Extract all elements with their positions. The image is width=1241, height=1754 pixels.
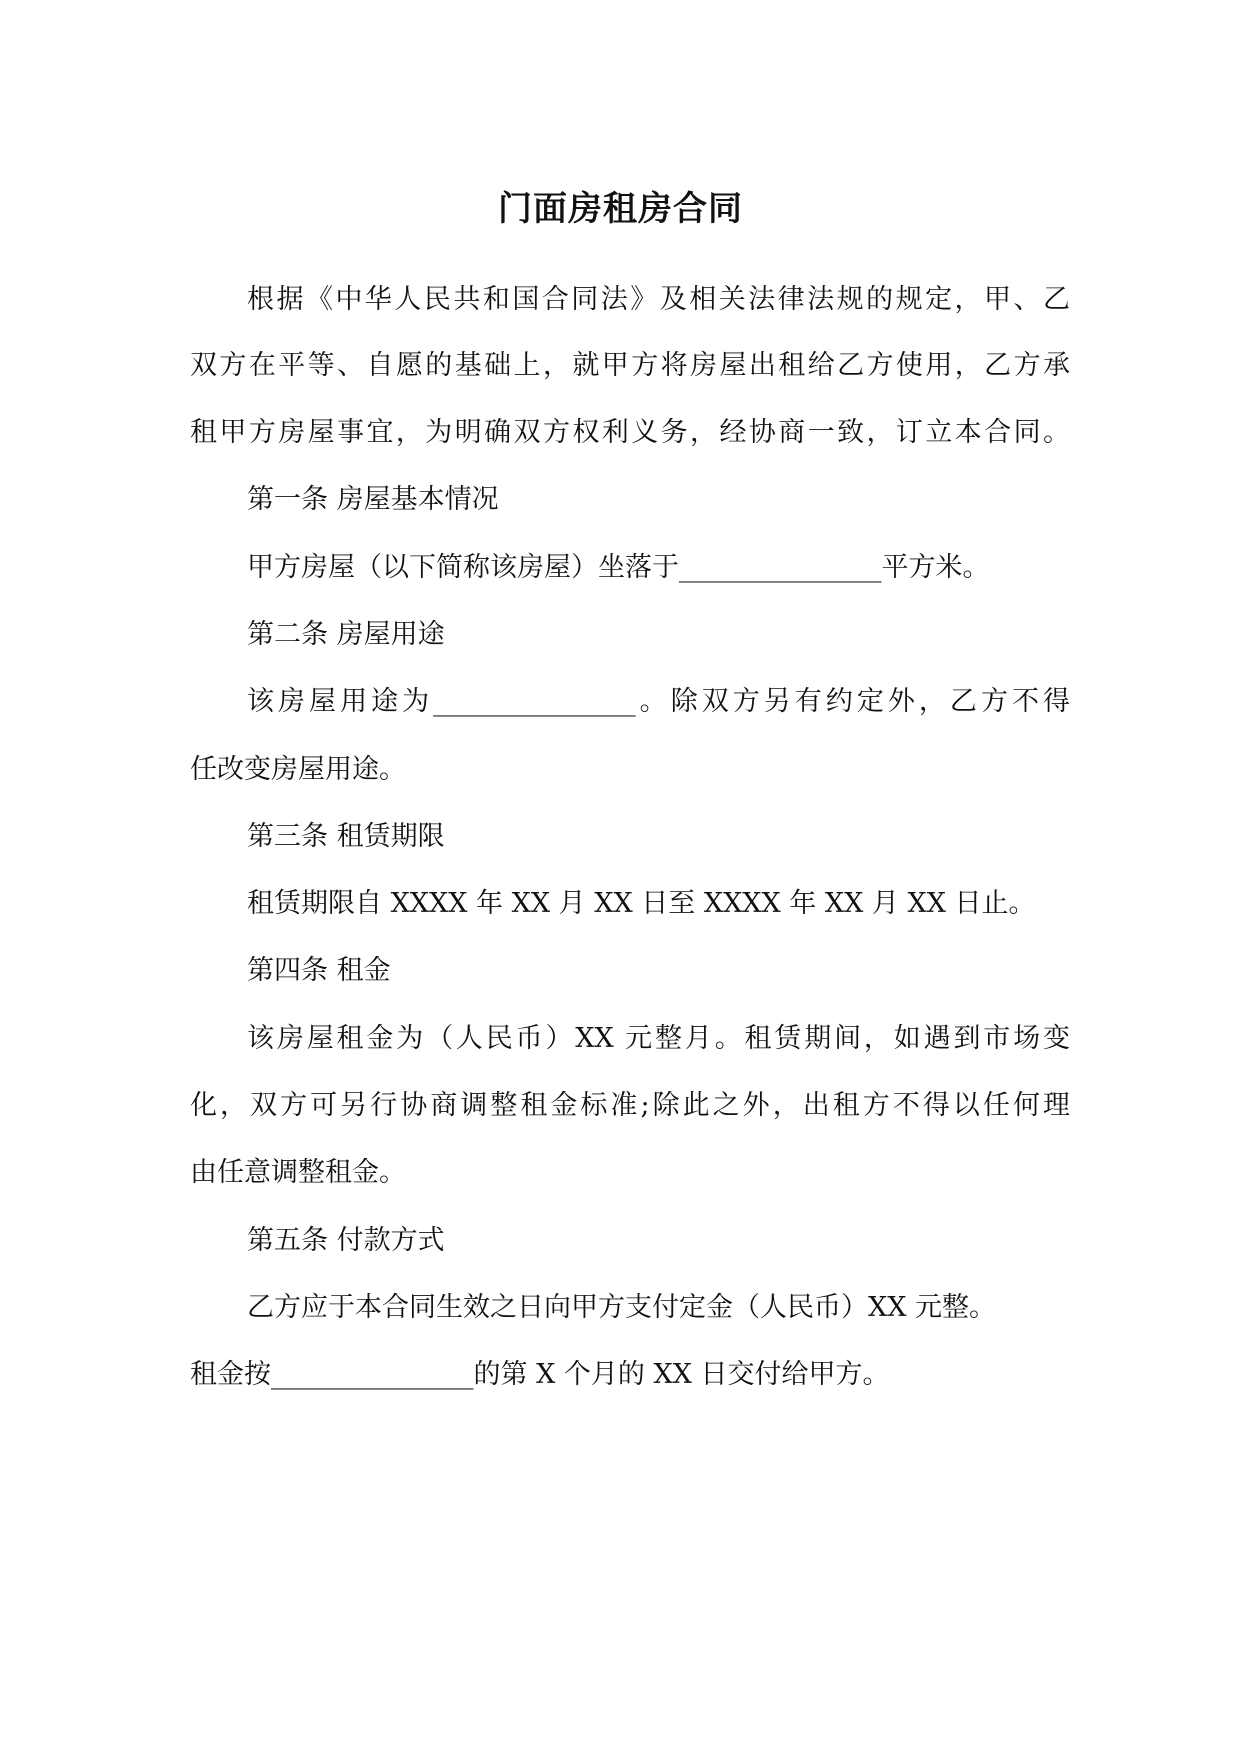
article-5-body-line-2: 租金按_______________的第 X 个月的 XX 日交付给甲方。 <box>190 1359 890 1390</box>
article-2-body-line-2: 任改变房屋用途。 <box>190 754 406 785</box>
article-3-heading: 第三条 租赁期限 <box>247 821 445 852</box>
paragraph-intro-line-2: 双方在平等、自愿的基础上，就甲方将房屋出租给乙方使用，乙方承 <box>190 350 1070 381</box>
article-3-body: 租赁期限自 XXXX 年 XX 月 XX 日至 XXXX 年 XX 月 XX 日止。 <box>247 888 1036 919</box>
article-2-body-line-1: 该房屋用途为_______________。除双方另有约定外，乙方不得 <box>247 686 1070 717</box>
article-1-heading: 第一条 房屋基本情况 <box>247 484 499 515</box>
paragraph-intro-line-1: 根据《中华人民共和国合同法》及相关法律法规的规定，甲、乙 <box>247 284 1070 315</box>
article-4-heading: 第四条 租金 <box>247 955 391 986</box>
article-4-body-line-2: 化，双方可另行协商调整租金标准;除此之外，出租方不得以任何理 <box>190 1090 1070 1121</box>
article-1-body: 甲方房屋（以下简称该房屋）坐落于_______________平方米。 <box>247 552 990 583</box>
article-5-body-line-1: 乙方应于本合同生效之日向甲方支付定金（人民币）XX 元整。 <box>247 1292 997 1323</box>
article-2-heading: 第二条 房屋用途 <box>247 619 445 650</box>
article-4-body-line-3: 由任意调整租金。 <box>190 1157 406 1188</box>
paragraph-intro-line-3: 租甲方房屋事宜，为明确双方权利义务，经协商一致，订立本合同。 <box>190 417 1070 448</box>
article-4-body-line-1: 该房屋租金为（人民币）XX 元整月。租赁期间，如遇到市场变 <box>247 1023 1070 1054</box>
article-5-heading: 第五条 付款方式 <box>247 1225 445 1256</box>
document-title: 门面房租房合同 <box>498 189 743 229</box>
